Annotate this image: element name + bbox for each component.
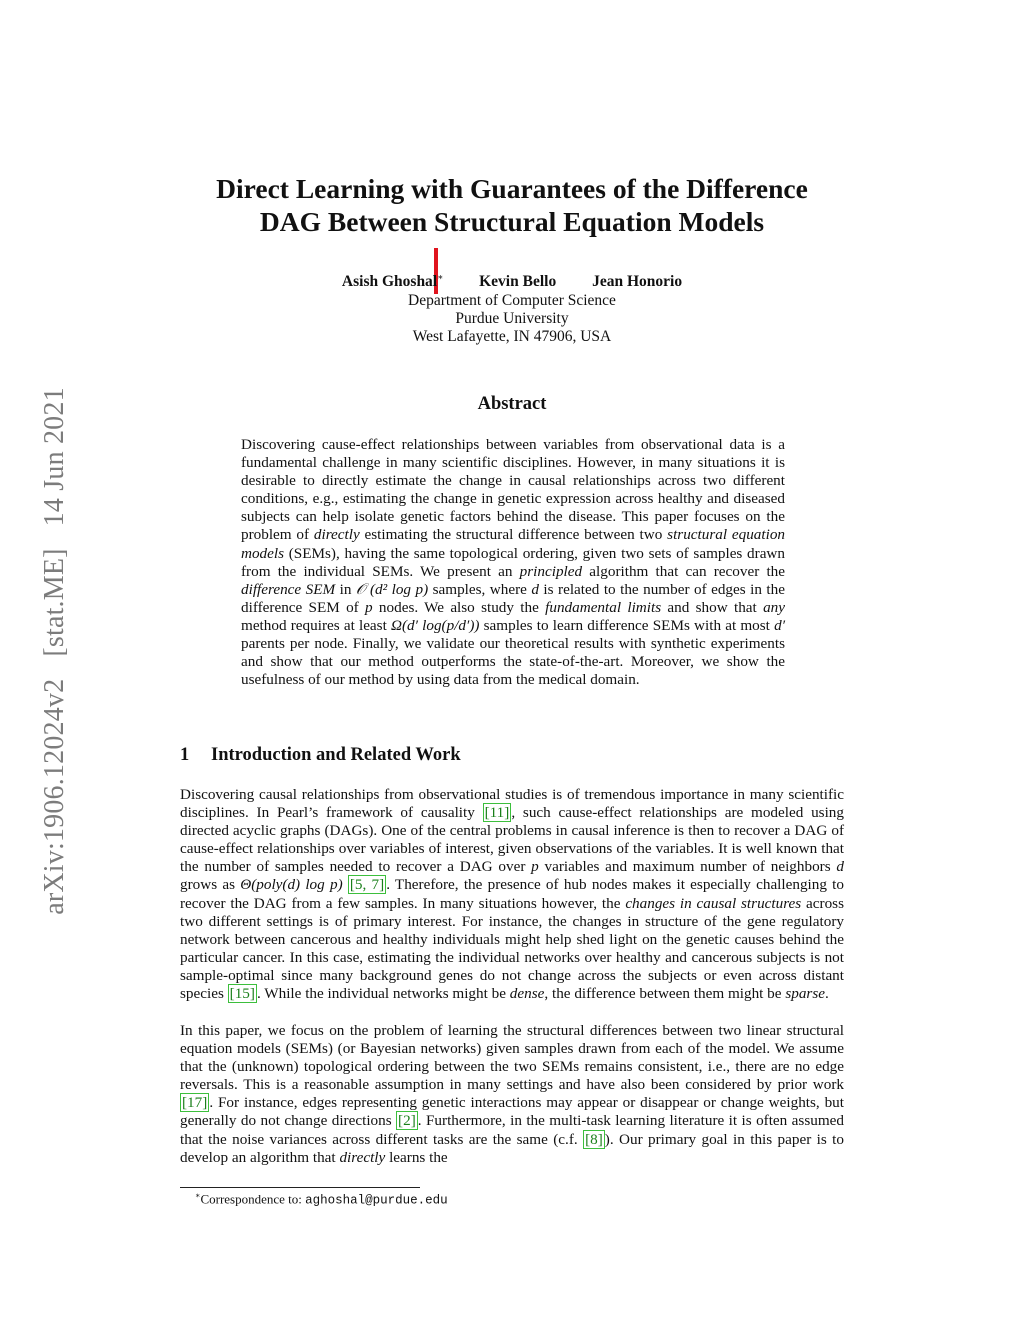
author-3: Jean Honorio bbox=[592, 273, 683, 291]
author-1-footnote-mark[interactable]: ∗ bbox=[437, 272, 444, 282]
section-heading-introduction bbox=[180, 745, 461, 766]
author-2: Kevin Bello bbox=[479, 273, 557, 291]
abstract-text: Discovering cause-effect relationships between variables from observational data is a fundamental challenge in many scientific disciplines. However, in many situations it is desirable to directly estimate the change in causal relationships across two different conditions, e.g., estimating the change in genetic expression across healthy and diseased subjects can help isolate genetic factors behind the disease. This paper focuses on the problem of directly estimating the structural difference between two structural equation models (SEMs), having the same topological ordering, given two sets of samples drawn from the individual SEMs. We present an principled algorithm that can recover the difference SEM in 𝒪 (d² log p) samples, where d is related to the number of edges in the difference SEM of p nodes. We also study the fundamental limits and show that any method requires at least Ω(d′ log(p/d′)) samples to learn difference SEMs with at most d′ parents per node. Finally, we validate our theoretical results with synthetic experiments and show that our method outperforms the state-of-the-art. Moreover, we show the usefulness of our method by using data from the medical domain. bbox=[241, 436, 786, 689]
paper-title bbox=[180, 172, 844, 238]
affiliation-address: West Lafayette, IN 47906, USA bbox=[412, 328, 612, 345]
affiliation bbox=[180, 292, 844, 346]
affiliation-university: Purdue University bbox=[455, 310, 569, 327]
section-number: 1 bbox=[180, 745, 190, 765]
footnote-mark: ∗ bbox=[195, 1191, 201, 1200]
arxiv-id: arXiv:1906.12024v2 bbox=[39, 678, 70, 915]
footnote: ∗Correspondence to: aghoshal@purdue.edu bbox=[195, 1191, 448, 1208]
math-lower-bound: Ω(d′ log(p/d′)) bbox=[391, 616, 480, 634]
footnote-divider bbox=[180, 1187, 420, 1188]
intro-paragraph-2: In this paper, we focus on the problem of learning the structural differences between two linear structural equation models (SEMs) (or Bayesian networks) given samples drawn from each of the model. We assume that the (unknown) topological ordering between the two SEMs remains consistent, i.e., there are no edge reversals. This is a reasonable assumption in many settings and have also been considered by prior work [17] . For instance, edges representing genetic interactions may appear or disappear or change weights, but generally do not change directions [2] . Furthermore, in the multi-task learning literature it is often assumed that the noise variances across different tasks are the same (c.f. [8] ). Our primary goal in this paper is to develop an algorithm that directly learns the bbox=[180, 1022, 844, 1166]
abstract-heading: Abstract bbox=[477, 394, 547, 414]
title-line-1: Direct Learning with Guarantees of the Difference bbox=[216, 173, 808, 204]
footnote-email: aghoshal@purdue.edu bbox=[305, 1193, 448, 1208]
arxiv-date: 14 Jun 2021 bbox=[39, 387, 70, 527]
author-1: Asish Ghoshal∗ bbox=[341, 272, 444, 291]
author-list bbox=[180, 272, 844, 291]
citation-link[interactable]: [17] bbox=[182, 1094, 208, 1112]
title-line-2: DAG Between Structural Equation Models bbox=[259, 206, 765, 237]
citation-link[interactable]: [5, 7] bbox=[349, 876, 385, 894]
citation-link[interactable]: [15] bbox=[229, 985, 255, 1003]
citation-link[interactable]: [8] bbox=[585, 1130, 603, 1148]
citation-link[interactable]: [11] bbox=[484, 804, 510, 822]
arxiv-category: [stat.ME] bbox=[39, 548, 70, 657]
section-title: Introduction and Related Work bbox=[211, 745, 461, 765]
math-sample-complexity: 𝒪 (d² log p) bbox=[355, 580, 429, 598]
citation-link[interactable]: [2] bbox=[398, 1112, 416, 1130]
affiliation-department: Department of Computer Science bbox=[408, 292, 616, 309]
intro-paragraph-1: Discovering causal relationships from observational studies is of tremendous importance in many scientific disciplines. In Pearl’s framework of causality [11] , such cause-effect relationships are modeled using directed acyclic graphs (DAGs). One of the central problems in causal inference is then to recover a DAG of cause-effect relationships over variables of interest, given observations of the variables. It is well known that the number of samples needed to recover a DAG over p variables and maximum number of neighbors d grows as Θ(poly(d) log p) [5, 7] . Therefore, the presence of hub nodes makes it especially challenging to recover the DAG from a few samples. In many situations however, the changes in causal structures across two different settings is of primary interest. For instance, the changes in structure of the gene regulatory network between cancerous and healthy individuals might help shed light on the genetic causes behind the particular cancer. In this case, estimating the individual networks over healthy and cancerous subjects is not sample-optimal since many background genes do not change across the subjects or even across distant species [15] . While the individual networks might be dense, the difference between them might be sparse. bbox=[180, 786, 844, 1003]
arxiv-sidebar-stamp bbox=[33, 348, 77, 954]
